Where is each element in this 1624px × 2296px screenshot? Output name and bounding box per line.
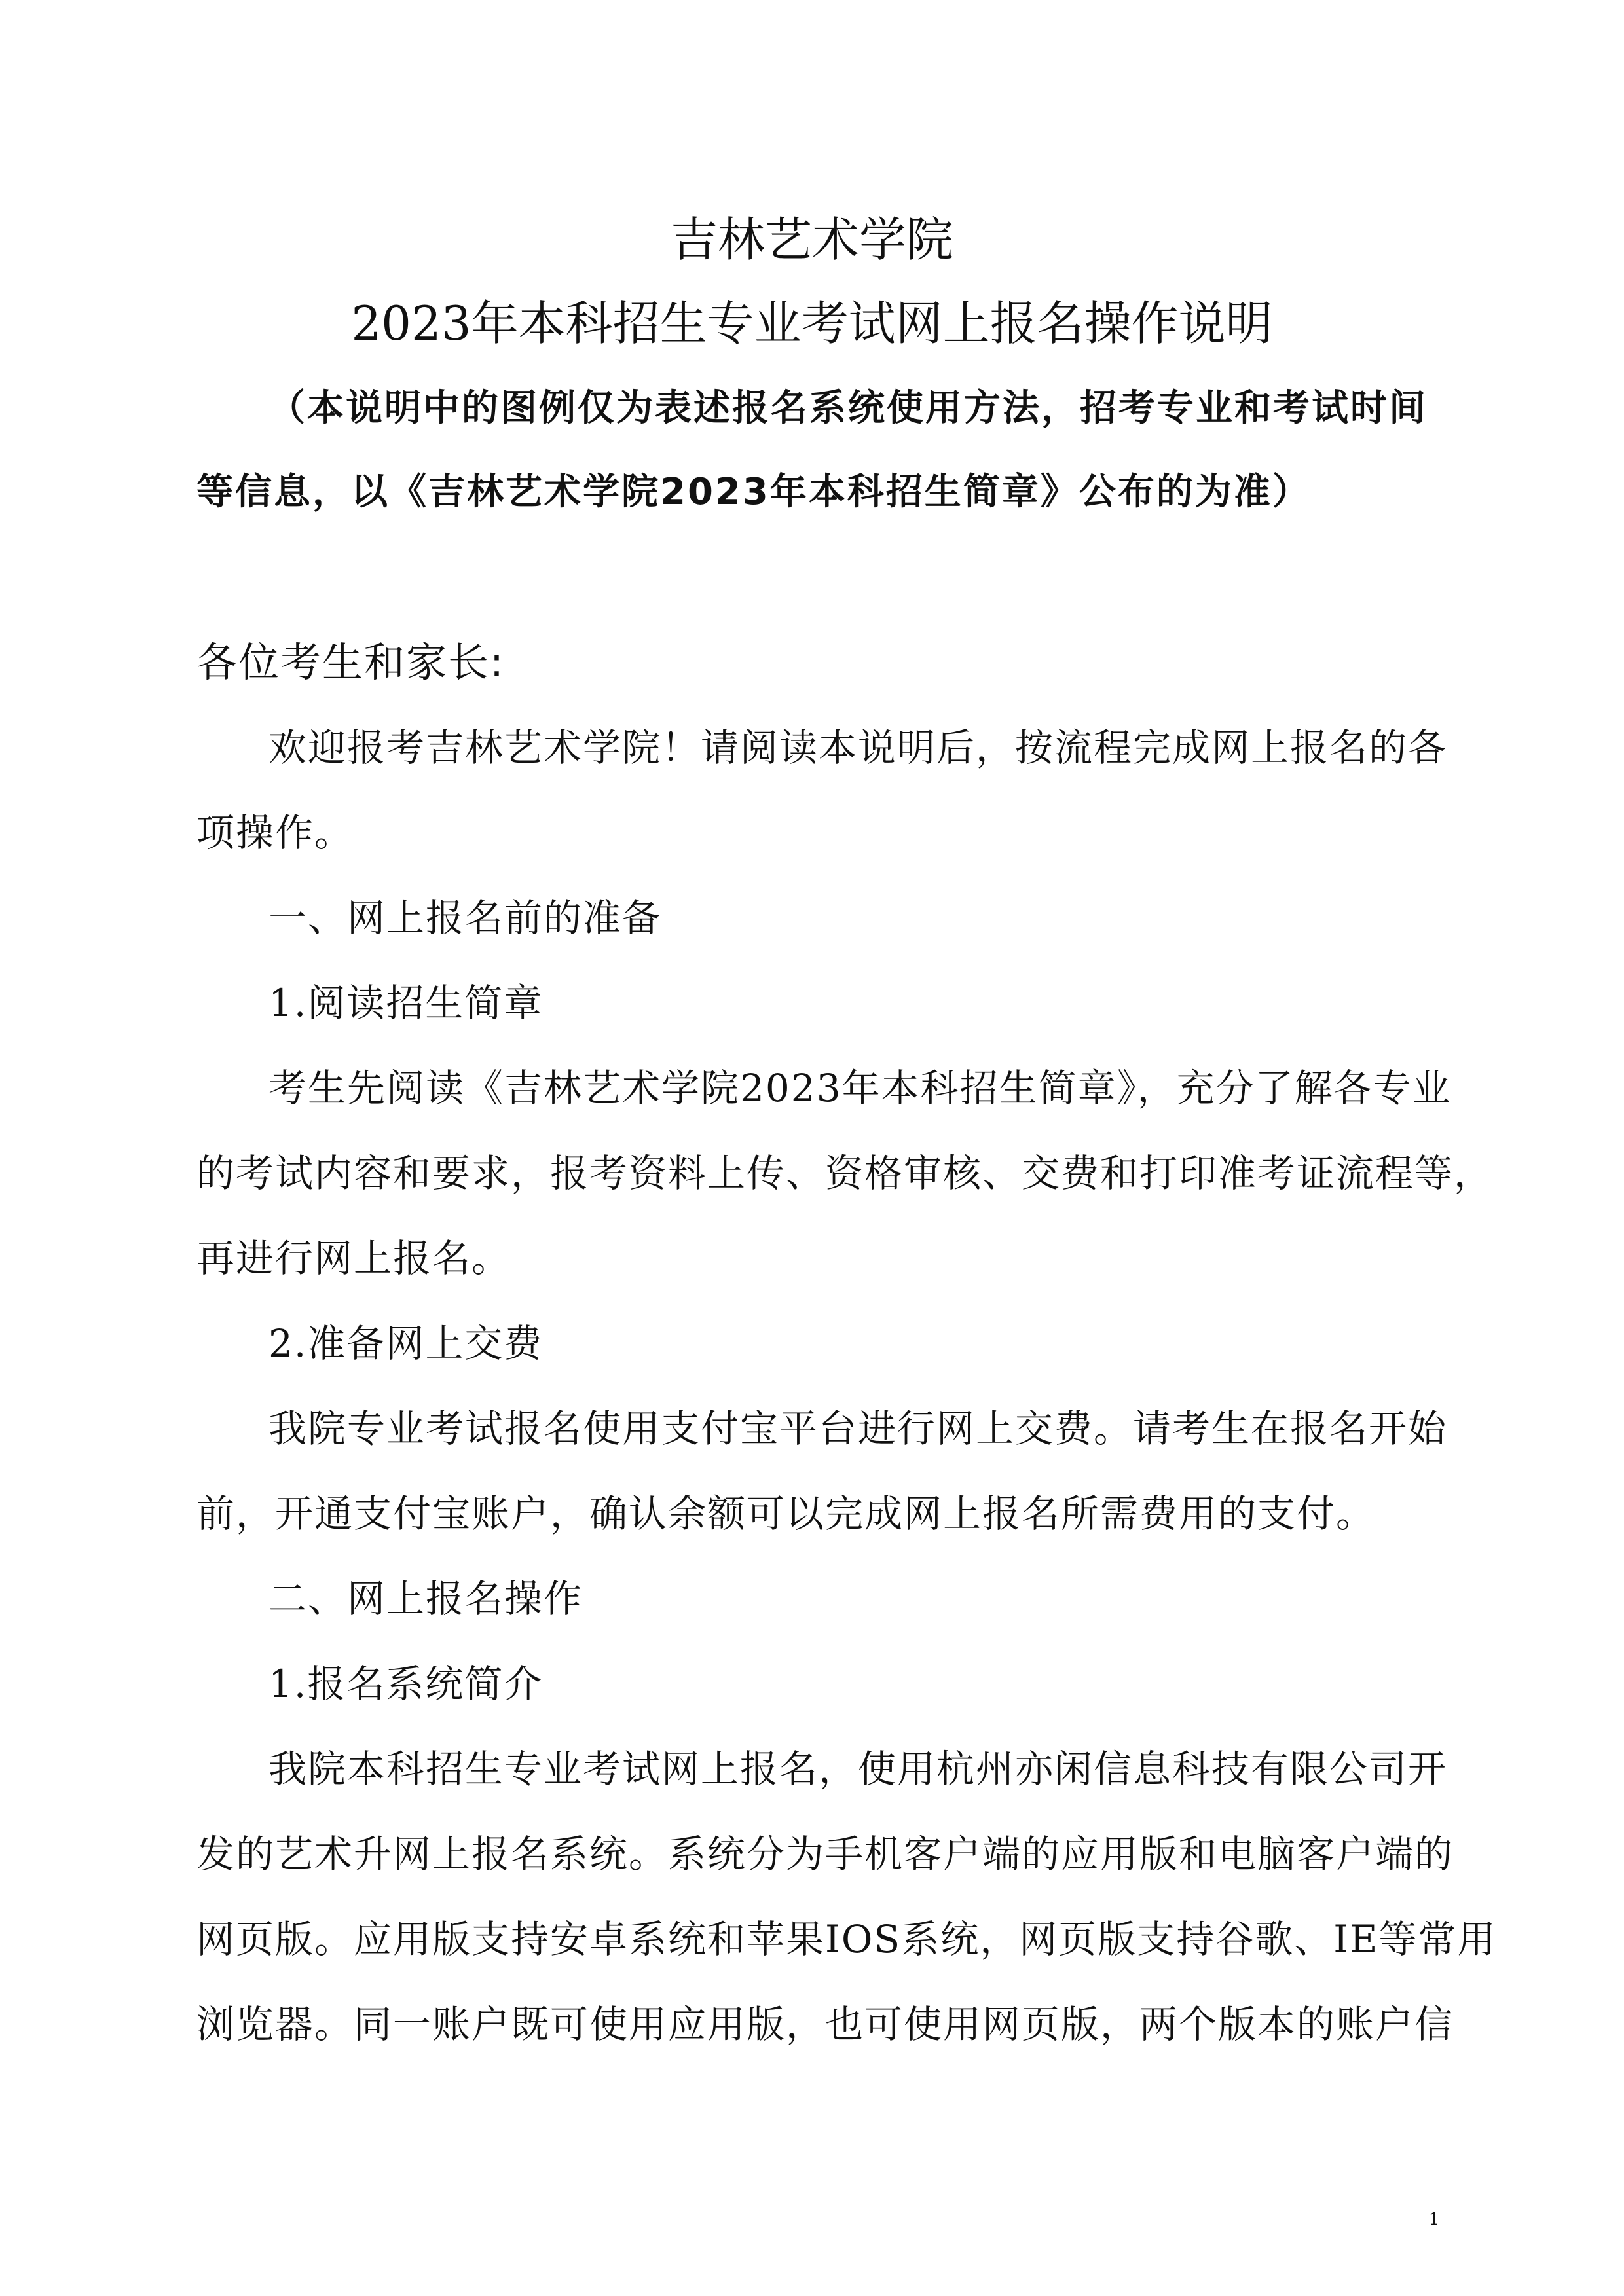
section-1-1-line-2: 的考试内容和要求，报考资料上传、资格审核、交费和打印准考证流程等， bbox=[196, 1151, 1494, 1195]
section-2-1-line-2: 发的艺术升网上报名系统。系统分为手机客户端的应用版和电脑客户端的 bbox=[196, 1832, 1454, 1876]
section-2-1-line-3: 网页版。应用版支持安卓系统和苹果IOS系统，网页版支持谷歌、IE等常用 bbox=[196, 1917, 1497, 1961]
document-title-school: 吉林艺术学院 bbox=[670, 212, 953, 267]
note-line-2: 等信息，以《吉林艺术学院2023年本科招生简章》公布的为准） bbox=[196, 471, 1311, 513]
section-1-heading: 一、网上报名前的准备 bbox=[268, 896, 662, 940]
paragraph-intro-line-2: 项操作。 bbox=[196, 811, 354, 855]
section-1-2-line-2: 前，开通支付宝账户，确认余额可以完成网上报名所需费用的支付。 bbox=[196, 1491, 1376, 1536]
section-1-2-heading: 2.准备网上交费 bbox=[268, 1321, 544, 1366]
paragraph-intro-line-1: 欢迎报考吉林艺术学院！请阅读本说明后，按流程完成网上报名的各 bbox=[268, 725, 1448, 770]
section-1-1-line-3: 再进行网上报名。 bbox=[196, 1236, 511, 1281]
section-1-1-line-1: 考生先阅读《吉林艺术学院2023年本科招生简章》，充分了解各专业 bbox=[268, 1066, 1452, 1110]
section-2-1-line-4: 浏览器。同一账户既可使用应用版，也可使用网页版，两个版本的账户信 bbox=[196, 2002, 1454, 2047]
section-1-2-line-1: 我院专业考试报名使用支付宝平台进行网上交费。请考生在报名开始 bbox=[268, 1406, 1448, 1451]
section-2-heading: 二、网上报名操作 bbox=[268, 1576, 583, 1621]
section-2-1-line-1: 我院本科招生专业考试网上报名，使用杭州亦闲信息科技有限公司开 bbox=[268, 1747, 1448, 1791]
section-1-1-heading: 1.阅读招生简章 bbox=[268, 981, 544, 1025]
greeting: 各位考生和家长: bbox=[196, 638, 505, 686]
document-title-main: 2023年本科招生专业考试网上报名操作说明 bbox=[351, 296, 1273, 351]
section-2-1-heading: 1.报名系统简介 bbox=[268, 1662, 544, 1706]
note-line-1: （本说明中的图例仅为表述报名系统使用方法，招考专业和考试时间 bbox=[268, 387, 1428, 429]
page-number: 1 bbox=[1428, 2210, 1440, 2229]
